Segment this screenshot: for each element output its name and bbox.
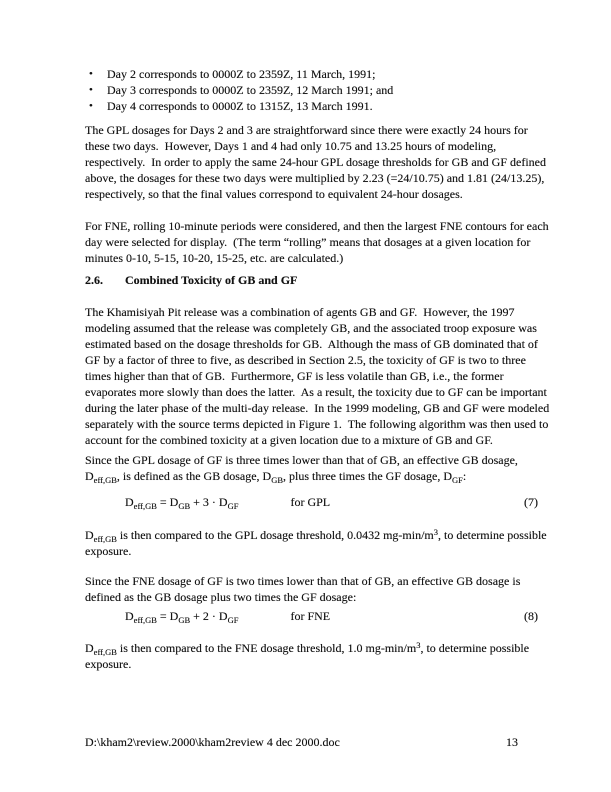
section-title: Combined Toxicity of GB and GF <box>125 273 298 287</box>
equation-7-condition: for GPL <box>290 495 331 509</box>
equation-7 <box>85 494 538 510</box>
bullet-text-day2: Day 2 corresponds to 0000Z to 2359Z, 11 March, 1991; <box>107 67 376 81</box>
equation-8 <box>85 608 538 624</box>
list-item <box>85 82 552 98</box>
bullet-text-day3: Day 3 corresponds to 0000Z to 2359Z, 12 March 1991; and <box>107 83 394 97</box>
paragraph-fne-rolling: For FNE, rolling 10-minute periods were considered, and then the largest FNE contours for each day were selected for display. (The term “rolling” means that dosages at a given location for minutes 0-10, 5-15, 10-20, 15-25, etc. are calculated.) <box>85 219 552 265</box>
bullet-list <box>85 66 552 114</box>
bullet-icon: • <box>89 68 93 80</box>
equation-7-number: (7) <box>524 495 538 509</box>
bullet-text-day4: Day 4 corresponds to 0000Z to 1315Z, 13 March 1991. <box>107 99 373 113</box>
footer-page-number: 13 <box>506 735 518 749</box>
paragraph-fne-effective-dosage: Since the FNE dosage of GF is two times lower than that of GB, an effective GB dosage is defined as the GB dosage plus two times the GF dosage: <box>85 574 524 604</box>
paragraph-gpl-dosages: The GPL dosages for Days 2 and 3 are straightforward since there were exactly 24 hours for these two days. However, Days 1 and 4 had only 10.75 and 13.25 hours of modeling, respectively. In order to apply the same 24-hour GPL dosage thresholds for GB and GF defined above, the dosages for these two days were multiplied by 2.23 (=24/10.75) and 1.81 (24/13.25), respectively, so that the final values correspond to equivalent 24-hour dosages. <box>85 123 549 201</box>
footer-file-path: D:\kham2\review.2000\kham2review 4 dec 2000.doc <box>85 735 340 749</box>
paragraph-gpl-threshold: $D_{eff,GB}$ is then compared to the GPL dosage threshold, 0.0432 $mg-\min/m^3$, to determine possible exposure. <box>85 526 550 558</box>
section-number: 2.6. <box>85 273 103 287</box>
equation-8-condition: for FNE <box>290 609 331 623</box>
equation-7-body: $D_{eff,GB} = D_{GB} + 3 \cdot D_{GF}$ <box>125 495 239 511</box>
bullet-icon: • <box>89 84 93 96</box>
list-item <box>85 66 552 82</box>
list-item <box>85 98 552 114</box>
page-footer <box>85 734 518 750</box>
paragraph-khamisiyah-release: The Khamisiyah Pit release was a combination of agents GB and GF. However, the 1997 modeling assumed that the release was completely GB, and the associated troop exposure was estimated based on the dosage thresholds for GB. Although the mass of GB dominated that of GF by a factor of three to five, as described in Section 2.5, the toxicity of GF is two to three times higher than that of GB. Furthermore, GF is less volatile than GB, i.e., the former evaporates more slowly than does the latter. As a result, the toxicity due to GF can be important during the later phase of the multi-day release. In the 1999 modeling, GB and GF were modeled separately with the source terms depicted in Figure 1. The following algorithm was then used to account for the combined toxicity at a given location due to a mixture of GB and GF. <box>85 305 553 447</box>
equation-8-number: (8) <box>524 609 538 623</box>
equation-8-body: $D_{eff,GB} = D_{GB} + 2 \cdot D_{GF}$ <box>125 609 239 625</box>
paragraph-fne-threshold: $D_{eff,GB}$ is then compared to the FNE dosage threshold, 1.0 $mg-\min/m^3$, to determine possible exposure. <box>85 639 533 671</box>
section-heading <box>85 272 552 288</box>
paragraph-gpl-effective-dosage: Since the GPL dosage of GF is three times lower than that of GB, an effective GB dosage, $D_{eff,GB}$, is defined as the GB dosage, $D_{GB}$, plus three times the GF dosage, $D_{GF}$: <box>85 453 521 485</box>
bullet-icon: • <box>89 100 93 112</box>
